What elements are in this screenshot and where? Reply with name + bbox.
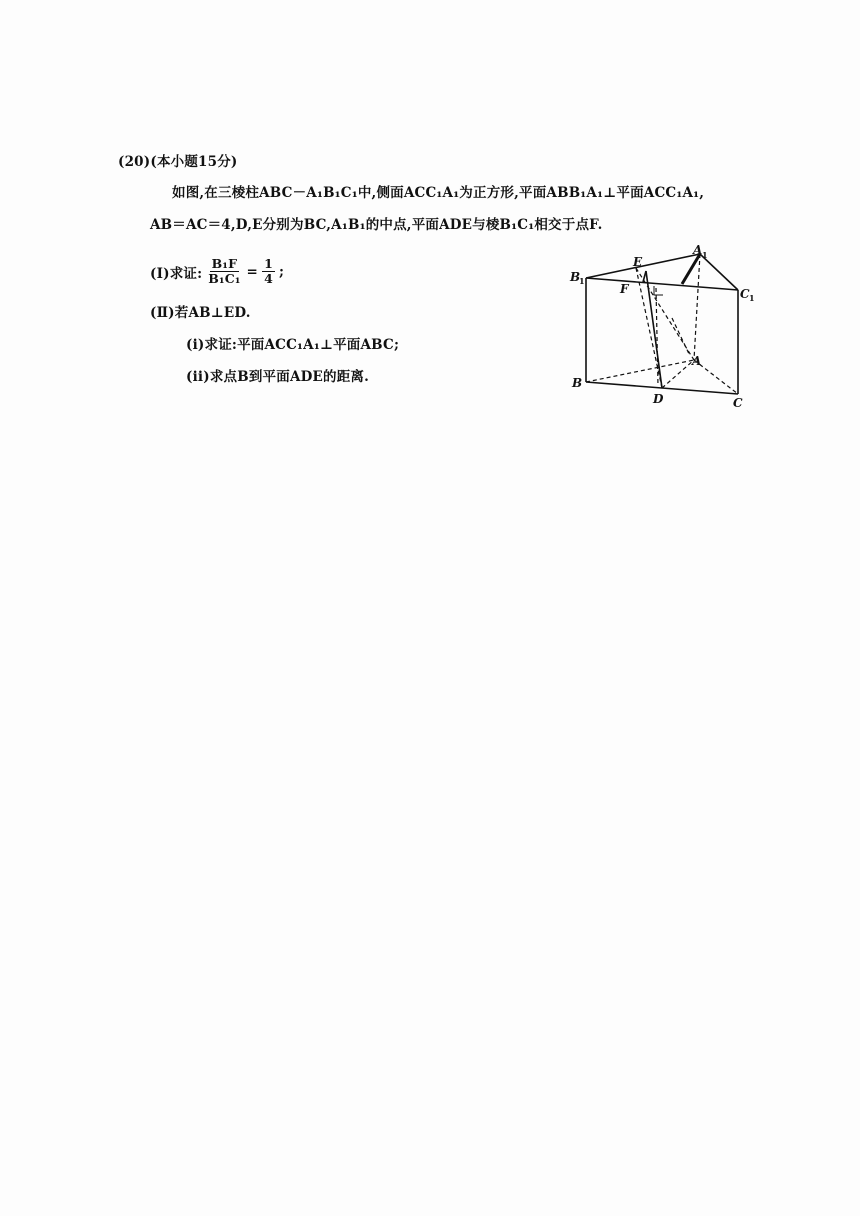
prism-solid-edges <box>586 254 738 394</box>
label-c: C <box>733 396 743 410</box>
label-c1-sub: 1 <box>749 293 755 303</box>
prism-diagram <box>560 238 770 418</box>
right-angle-mark <box>654 286 663 295</box>
prism-hidden-edges <box>586 254 738 394</box>
part-2-ii: (ii)求点B到平面ADE的距离. <box>186 369 370 385</box>
problem-heading: (20)(本小题15分) <box>118 154 238 170</box>
label-b1: B <box>570 270 581 284</box>
label-b: B <box>572 376 583 390</box>
fraction-denominator: B₁C₁ <box>208 271 241 287</box>
part-1-fraction-rhs <box>262 257 275 287</box>
label-a: A <box>692 354 702 368</box>
problem-intro-line-1: 如图,在三棱柱ABC－A₁B₁C₁中,侧面ACC₁A₁为正方形,平面ABB₁A₁⊥平面ACC₁A₁, <box>172 185 705 201</box>
label-a1: A <box>693 243 703 257</box>
edge-a1-a <box>694 254 700 360</box>
part-1-prefix: (Ⅰ)求证: <box>150 265 203 282</box>
fraction-numerator: 1 <box>264 256 273 271</box>
label-e: E <box>633 255 643 269</box>
edge-aux-vertical <box>656 288 658 386</box>
part-2-i: (i)求证:平面ACC₁A₁⊥平面ABC; <box>186 337 400 353</box>
prism-figure <box>560 238 770 418</box>
part-2: (Ⅱ)若AB⊥ED. <box>150 305 251 321</box>
part-1-suffix: ; <box>278 263 285 280</box>
edge-b1-a1 <box>586 254 700 278</box>
edge-b-a <box>586 360 694 382</box>
fraction-denominator: 4 <box>264 271 273 287</box>
part-1 <box>150 257 284 287</box>
label-b1-sub: 1 <box>579 276 585 286</box>
edge-b1-c1 <box>586 278 738 290</box>
label-a1-sub: 1 <box>702 250 708 260</box>
part-1-fraction-lhs <box>206 257 242 287</box>
label-d: D <box>653 392 664 406</box>
label-c1: C <box>740 287 750 301</box>
edge-aux-diagonal <box>672 318 690 356</box>
edge-e-d <box>636 268 662 388</box>
equals-sign: = <box>246 263 259 280</box>
edge-a1-mark <box>682 254 700 284</box>
edge-d-a <box>662 360 694 388</box>
problem-intro-line-2: AB＝AC＝4,D,E分别为BC,A₁B₁的中点,平面ADE与棱B₁C₁相交于点F. <box>150 217 603 233</box>
label-f: F <box>620 282 629 296</box>
fraction-numerator: B₁F <box>211 256 238 271</box>
